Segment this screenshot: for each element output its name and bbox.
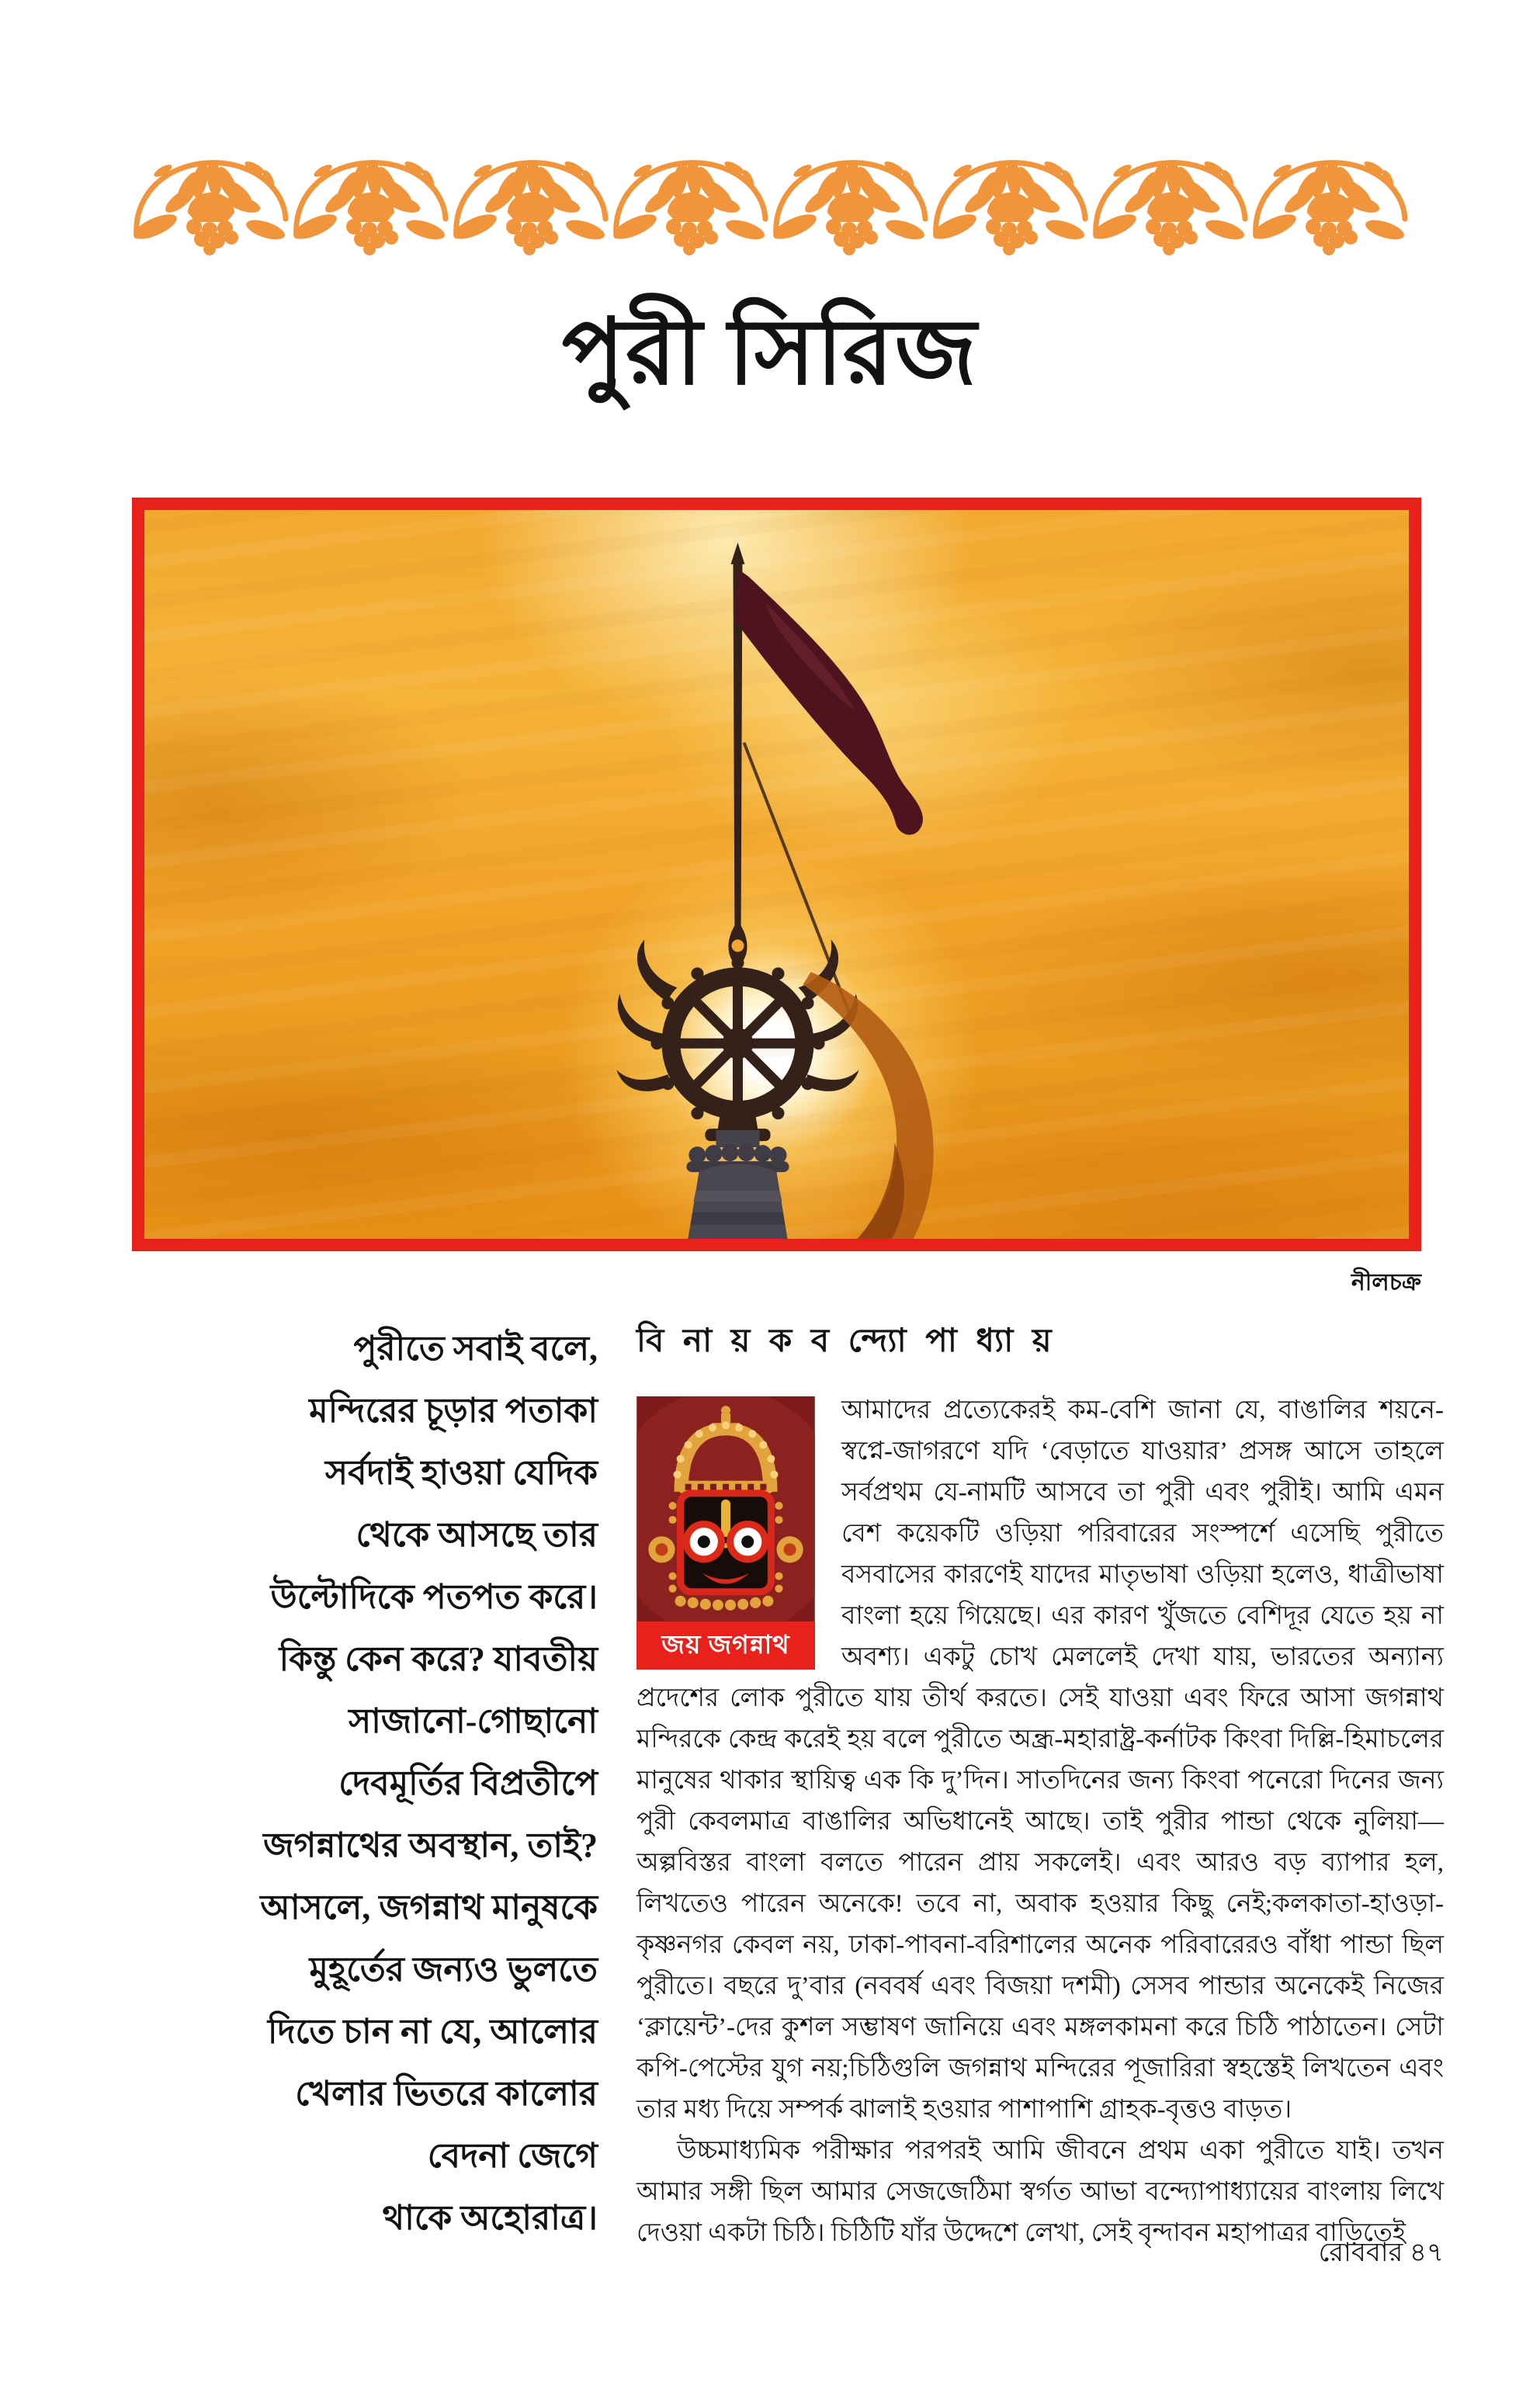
jagannath-image [636, 1396, 815, 1621]
nilachakra-silhouette [144, 510, 1409, 1239]
article-body [132, 1315, 1444, 2254]
author-name: বি না য় ক ব ন্দ্যো পা ধ্যা য় [636, 1323, 1057, 1359]
poem-line: সাজানো-গোছানো [349, 1702, 598, 1740]
floral-border-pattern-icon [132, 152, 1409, 256]
poem-line: বেদনা জেগে [427, 2137, 598, 2175]
body-text [636, 1390, 1444, 2254]
deity-figure [636, 1396, 815, 1670]
photo-caption: নীলচক্র [1351, 1270, 1421, 1295]
poem-line: আসলে, জগন্নাথ মানুষকে [260, 1888, 598, 1927]
poem-line: দিতে চান না যে, আলোর [267, 2013, 598, 2051]
deity-caption: জয় জগন্নাথ [636, 1621, 815, 1670]
poem-line: থেকে আসছে তার [356, 1516, 598, 1554]
floral-border [132, 152, 1409, 256]
poem-line: পুরীতে সবাই বলে, [353, 1330, 598, 1368]
poem-line: দেবমূর্তির বিপ্রতীপে [338, 1764, 598, 1802]
poem-line: মন্দিরের চূড়ার পতাকা [309, 1392, 598, 1430]
body-paragraph-1: আমাদের প্রত্যেকেরই কম-বেশি জানা যে, বাঙালির শয়নে-স্বপ্নে-জাগরণে যদি ‘বেড়াতে যাওয়ার’ প্রসঙ্গ আসে তাহলে সর্বপ্রথম যে-নামটি আসবে তা পুরী এবং পুরীই। আমি এমন বেশ কয়েকটি ওড়িয়া পরিবারের সংস্পর্শে এসেছি পুরীতে বসবাসের কারণেই যাদের মাতৃভাষা ওড়িয়া হলেও, ধাত্রীভাষা বাংলা হয়ে গিয়েছে। এর কারণ খুঁজতে বেশিদূর যেতে হয় না অবশ্য। একটু চোখ মেললেই দেখা যায়, ভারতের অন্যান্য প্রদেশের লোক পুরীতে যায় তীর্থ করতে। সেই যাওয়া এবং ফিরে আসা জগন্নাথ মন্দিরকে কেন্দ্র করেই হয় বলে পুরীতে অন্ধ্র-মহারাষ্ট্র-কর্নাটক কিংবা দিল্লি-হিমাচলের মানুষের থাকার স্থায়িত্ব এক কি দু’দিন। সাতদিনের জন্য কিংবা পনেরো দিনের জন্য পুরী কেবলমাত্র বাঙালির অভিধানেই আছে। তাই পুরীর পান্ডা থেকে নুলিয়া— অল্পবিস্তর বাংলা বলতে পারেন প্রায় সকলেই। এবং আরও বড় ব্যাপার হল, লিখতেও পারেন অনেকে! তবে না, অবাক হওয়ার কিছু নেই;কলকাতা-হাওড়া-কৃষ্ণনগর কেবল নয়, ঢাকা-পাবনা-বরিশালের অনেক পরিবারেরও বাঁধা পান্ডা ছিল পুরীতে। বছরে দু’বার (নববর্ষ এবং বিজয়া দশমী) সেসব পান্ডার অনেকেই নিজের ‘ক্লায়েন্ট’-দের কুশল সম্ভাষণ জানিয়ে এবং মঙ্গলকামনা করে চিঠি পাঠাতেন। সেটা কপি-পেস্টের যুগ নয়;চিঠিগুলি জগন্নাথ মন্দিরের পূজারিরা স্বহস্তেই লিখতেন এবং তার মধ্য দিয়ে সম্পর্ক ঝালাই হওয়ার পাশাপাশি গ্রাহক-বৃত্তও বাড়ত। [636, 1396, 1444, 2124]
poem-line: থাকে অহোরাত্র। [382, 2199, 598, 2237]
body-paragraph-2: উচ্চমাধ্যমিক পরীক্ষার পরপরই আমি জীবনে প্রথম একা পুরীতে যাই। তখন আমার সঙ্গী ছিল আমার সেজজেঠিমা স্বর্গত আভা বন্দ্যোপাধ্যায়ের বাংলায় লিখে দেওয়া একটা চিঠি। চিঠিটি যাঁর উদ্দেশে লেখা, সেই বৃন্দাবন মহাপাত্রর বাড়িতেই [636, 2137, 1444, 2247]
poem-column [132, 1315, 598, 2254]
poem-line: মুহূর্তের জন্যও ভুলতে [309, 1951, 598, 1989]
page-title: পুরী সিরিজ [561, 302, 979, 404]
poem-line: কিন্তু কেন করে? যাবতীয় [279, 1640, 598, 1678]
poem-line: জগন্নাথের অবস্থান, তাই? [263, 1826, 598, 1864]
poem-line: উল্টোদিকে পতপত করে। [270, 1578, 598, 1616]
poem-line: সর্বদাই হাওয়া যেদিক [325, 1454, 598, 1492]
body-column [636, 1315, 1444, 2254]
page-footer: রোববার ৪৭ [1318, 2239, 1444, 2267]
poem-line: খেলার ভিতরে কালোর [295, 2075, 598, 2113]
hero-photo [132, 498, 1421, 1251]
